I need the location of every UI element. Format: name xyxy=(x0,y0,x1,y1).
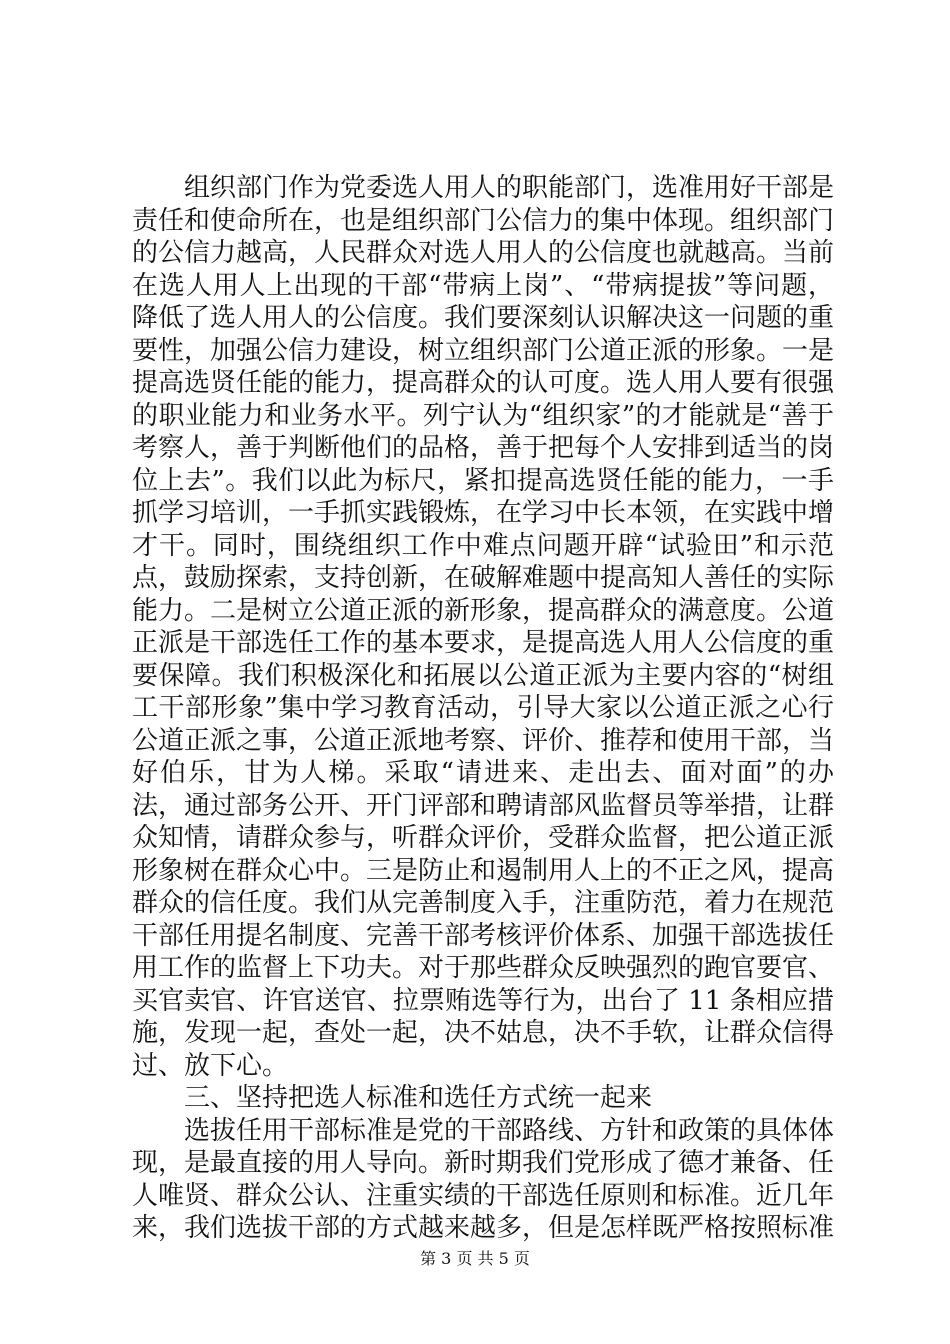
section-heading-3: 三、坚持把选人标准和选任方式统一起来 xyxy=(184,1083,653,1113)
paragraph-credibility: 组织部门作为党委选人用人的职能部门，选准用好干部是责任和使命所在，也是组织部门公信力的集中体现。组织部门的公信力越高，人民群众对选人用人的公信度也就越高。当前在选人用人上出现的干部“带病上岗”、“带病提拔”等问题，降低了选人用人的公信度。我们要深刻认识解决这一问题的重要性，加强公信力建设，树立组织部门公道正派的形象。一是提高选贤任能的能力，提高群众的认可度。选人用人要有很强的职业能力和业务水平。列宁认为“组织家”的才能就是“善于考察人，善于判断他们的品格，善于把每个人安排到适当的岗位上去”。我们以此为标尺，紧扣提高选贤任能的能力，一手抓学习培训，一手抓实践锻炼，在学习中长本领，在实践中增才干。同时，围绕组织工作中难点问题开辟“试验田”和示范点，鼓励探索，支持创新，在破解难题中提高知人善任的实际能力。二是树立公道正派的新形象，提高群众的满意度。公道正派是干部选任工作的基本要求，是提高选人用人公信度的重要保障。我们积极深化和拓展以公道正派为主要内容的“树组工干部形象”集中学习教育活动，引导大家以公道正派之心行公道正派之事，公道正派地考察、评价、推荐和使用干部，当好伯乐，甘为人梯。采取“请进来、走出去、面对面”的办法，通过部务公开、开门评部和聘请部风监督员等举措，让群众知情，请群众参与，听群众评价，受群众监督，把公道正派形象树在群众心中。三是防止和遏制用人上的不正之风，提高群众的信任度。我们从完善制度入手，注重防范，着力在规范干部任用提名制度、完善干部考核评价体系、加强干部选拔任用工作的监督上下功夫。对于那些群众反映强烈的跑官要官、买官卖官、许官送官、拉票贿选等行为，出台了 11 条相应措施，发现一起，查处一起，决不姑息，决不手软，让群众信得过、放下心。 xyxy=(132,173,835,1081)
paragraph-selection-standards: 选拔任用干部标准是党的干部路线、方针和政策的具体体现，是最直接的用人导向。新时期我们党形成了德才兼备、任人唯贤、群众公认、注重实绩的干部选任原则和标准。近几年来，我们选拔干部的方式越来越多，但是怎样既严格按照标准 xyxy=(132,1115,835,1243)
page-footer: 第 3 页 共 5 页 xyxy=(420,1249,530,1268)
document-body xyxy=(132,172,834,1245)
